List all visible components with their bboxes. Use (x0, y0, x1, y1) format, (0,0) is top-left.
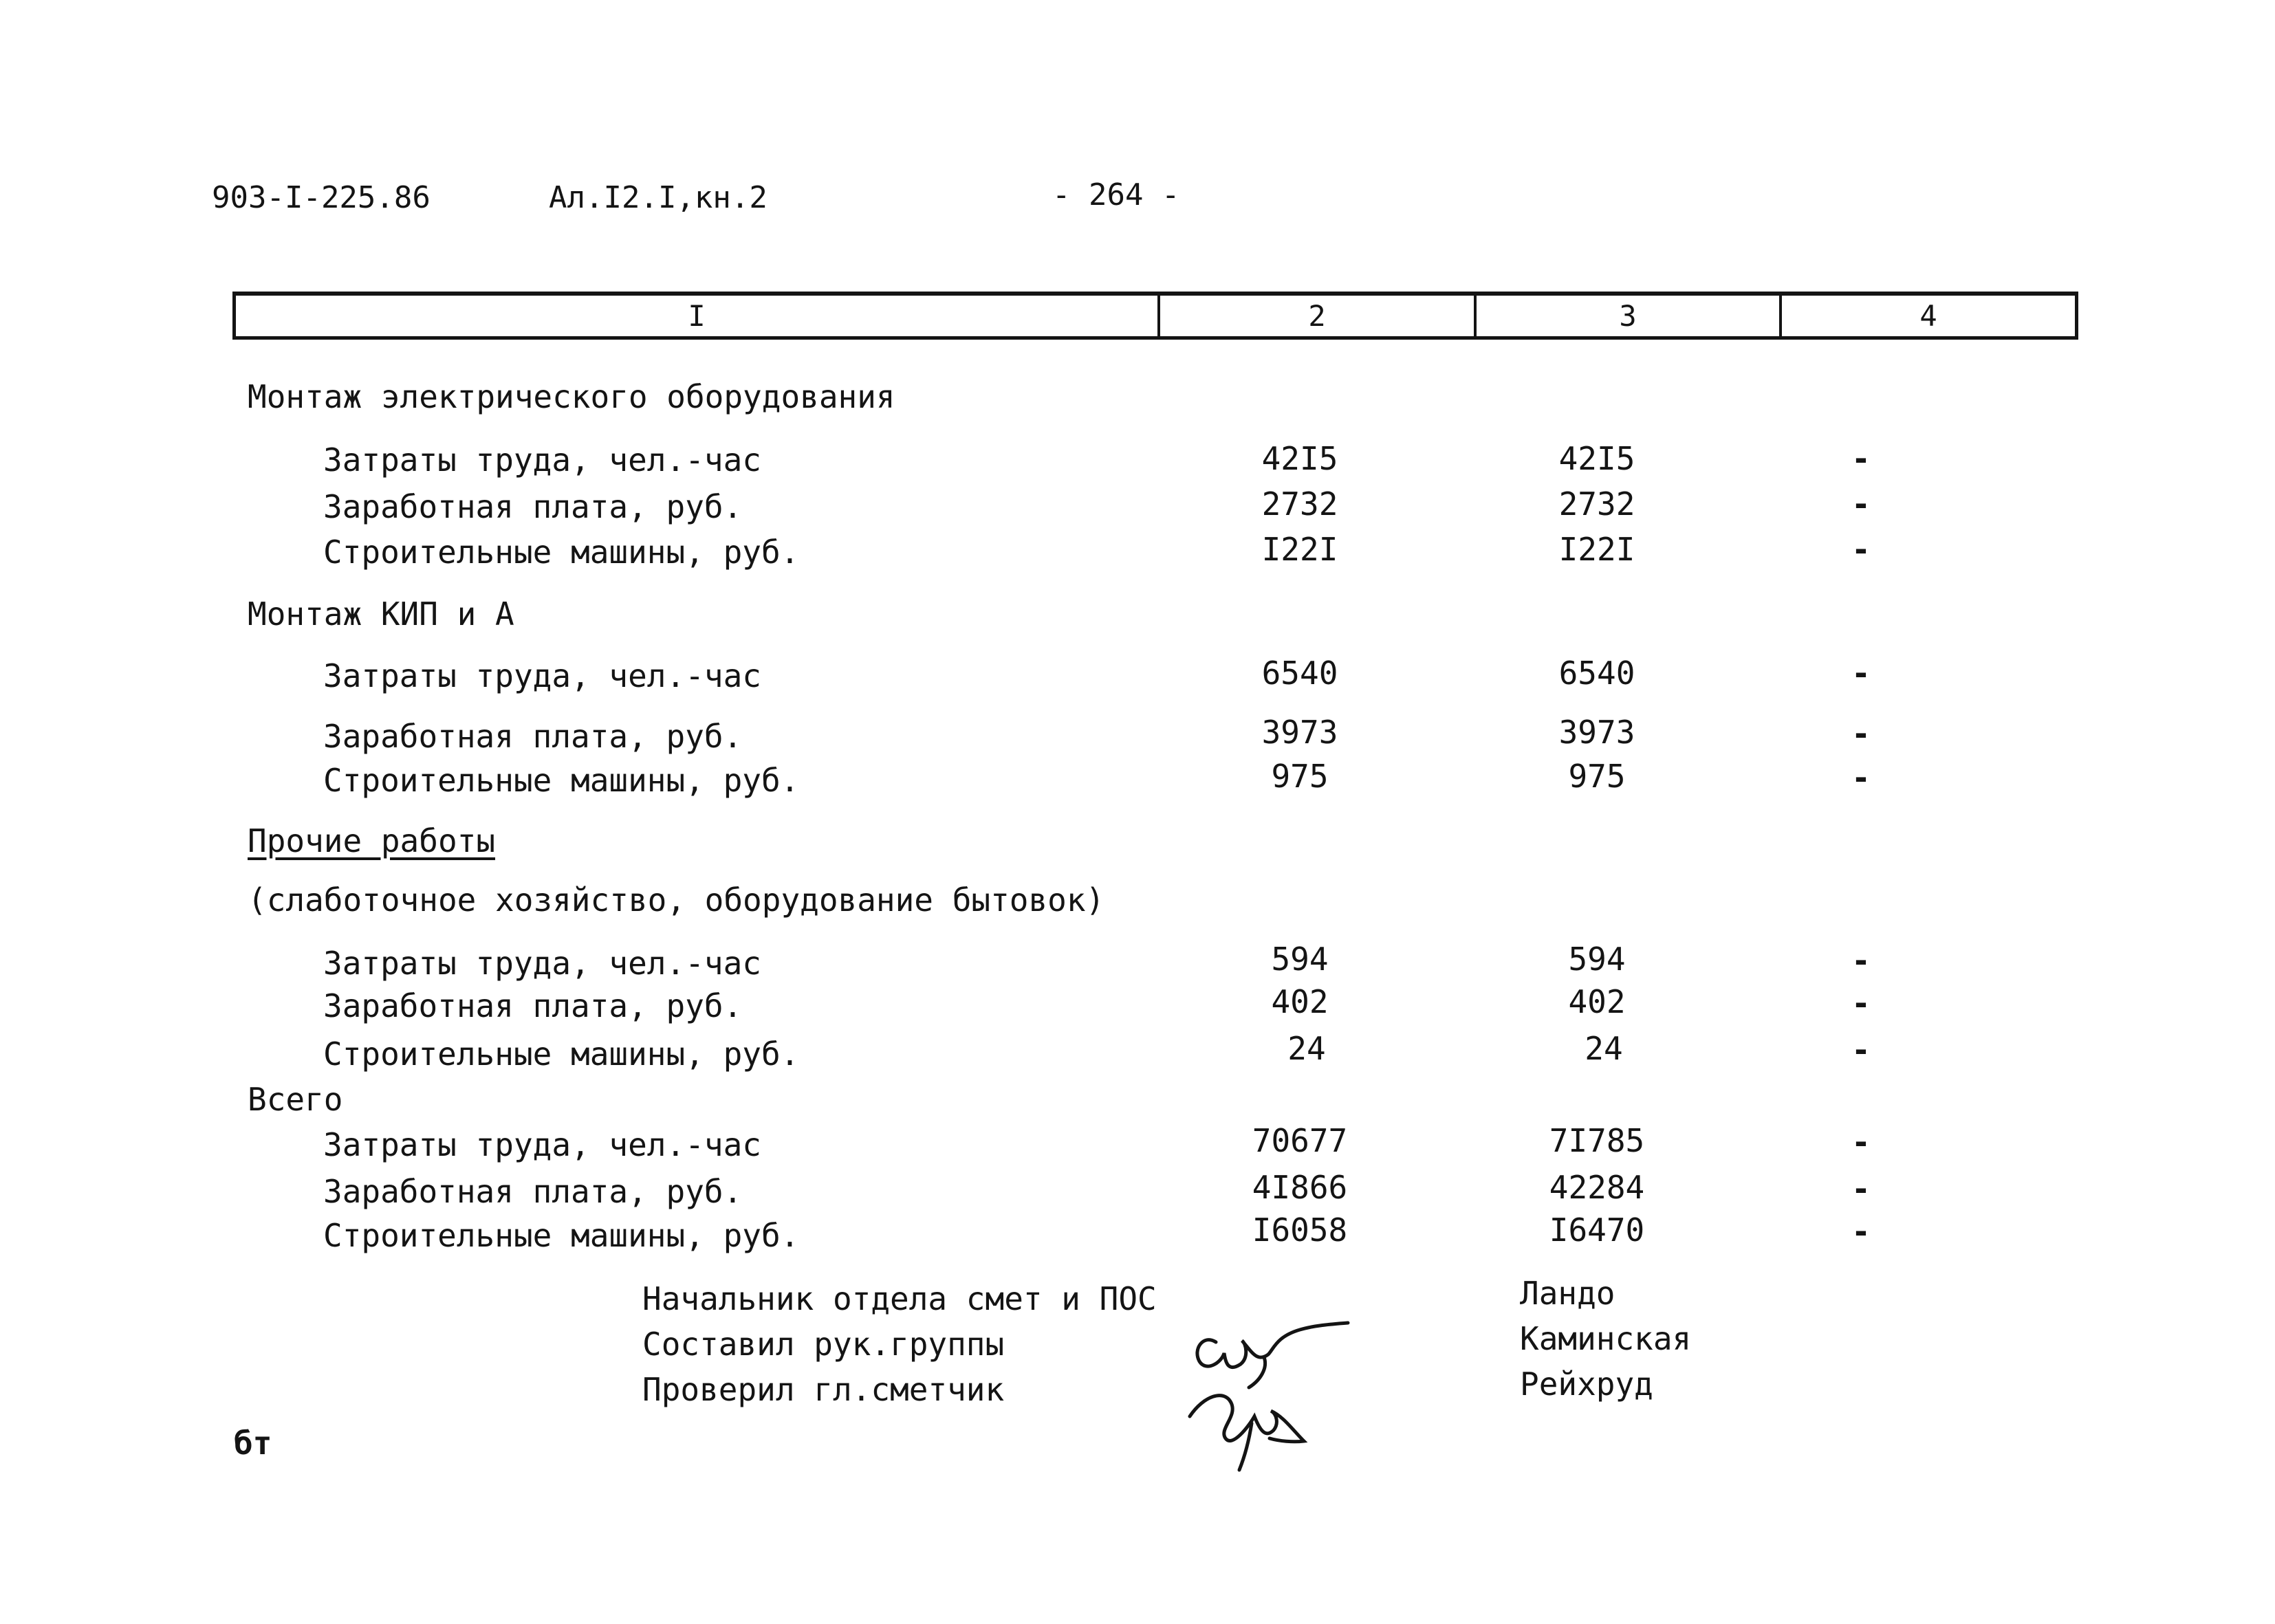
row-value-col2: 70677 (1252, 1122, 1348, 1159)
album-reference: Ал.I2.I,кн.2 (549, 180, 768, 215)
row-value-col3: 594 (1568, 941, 1626, 978)
row-label: Строительные машины, руб. (323, 534, 800, 571)
section-title: Монтаж КИП и А (248, 595, 514, 633)
column-header-4: 4 (1919, 299, 1937, 333)
row-value-col4: - (1851, 531, 1871, 568)
row-value-col3: 975 (1568, 758, 1626, 795)
row-label: Затраты труда, чел.-час (323, 657, 761, 694)
row-value-col2: I6058 (1252, 1211, 1348, 1249)
row-value-col3: 3973 (1558, 714, 1635, 751)
row-value-col2: 402 (1271, 983, 1329, 1020)
row-value-col3: 6540 (1558, 655, 1635, 692)
signatory-role: Составил рук.группы (642, 1326, 1005, 1363)
section-title: Прочие работы (248, 822, 496, 859)
row-value-col3: 42284 (1549, 1169, 1645, 1206)
row-label: Строительные машины, руб. (323, 1217, 800, 1254)
row-value-col4: - (1851, 715, 1871, 752)
section-title: Монтаж электрического оборудования (248, 378, 895, 415)
row-label: Заработная плата, руб. (323, 1173, 743, 1210)
signatory-name: Рейхруд (1520, 1365, 1653, 1403)
row-label: Заработная плата, руб. (323, 718, 743, 755)
row-value-col4: - (1851, 1031, 1871, 1068)
row-value-col4: - (1851, 1123, 1871, 1161)
row-label: Строительные машины, руб. (323, 1035, 800, 1073)
row-value-col3: I6470 (1549, 1211, 1645, 1249)
row-value-col3: 24 (1585, 1030, 1623, 1067)
column-header-3: 3 (1619, 299, 1637, 333)
row-value-col4: - (1851, 985, 1871, 1022)
footer-mark: бт (234, 1425, 272, 1462)
row-value-col4: - (1851, 759, 1871, 796)
row-value-col3: 42I5 (1558, 440, 1635, 477)
column-number-header (232, 292, 2078, 340)
row-value-col4: - (1851, 942, 1871, 979)
column-header-2: 2 (1308, 299, 1326, 333)
row-value-col2: 594 (1271, 941, 1329, 978)
row-value-col2: 3973 (1261, 714, 1338, 751)
row-value-col2: 2732 (1261, 485, 1338, 523)
signatory-role: Проверил гл.сметчик (642, 1371, 1005, 1408)
section-title: Всего (248, 1081, 343, 1118)
section-subtitle: (слаботочное хозяйство, оборудование бытовок) (248, 881, 1105, 919)
signatory-name: Каминская (1520, 1320, 1692, 1357)
row-value-col3: 2732 (1558, 485, 1635, 523)
signatory-role: Начальник отдела смет и ПОС (642, 1280, 1157, 1317)
column-header-1: I (688, 299, 706, 333)
row-value-col4: - (1851, 1213, 1871, 1250)
row-label: Заработная плата, руб. (323, 488, 743, 525)
row-label: Строительные машины, руб. (323, 762, 800, 799)
handwritten-signature-lower (1183, 1375, 1320, 1478)
row-value-col2: 42I5 (1261, 440, 1338, 477)
document-code: 903-I-225.86 (212, 180, 431, 215)
row-value-col3: I22I (1558, 531, 1635, 568)
row-label: Заработная плата, руб. (323, 987, 743, 1024)
row-value-col2: I22I (1261, 531, 1338, 568)
row-value-col4: - (1851, 655, 1871, 692)
row-value-col2: 6540 (1261, 655, 1338, 692)
row-value-col4: - (1851, 1170, 1871, 1207)
row-value-col2: 4I866 (1252, 1169, 1348, 1206)
row-label: Затраты труда, чел.-час (323, 441, 761, 479)
row-value-col3: 402 (1568, 983, 1626, 1020)
row-value-col3: 7I785 (1549, 1122, 1645, 1159)
signatory-name: Ландо (1520, 1275, 1615, 1312)
row-value-col4: - (1851, 485, 1871, 523)
page-number: - 264 - (1052, 177, 1180, 212)
row-value-col2: 24 (1287, 1030, 1326, 1067)
row-value-col2: 975 (1271, 758, 1329, 795)
row-label: Затраты труда, чел.-час (323, 1126, 761, 1163)
row-label: Затраты труда, чел.-час (323, 945, 761, 982)
row-value-col4: - (1851, 440, 1871, 477)
